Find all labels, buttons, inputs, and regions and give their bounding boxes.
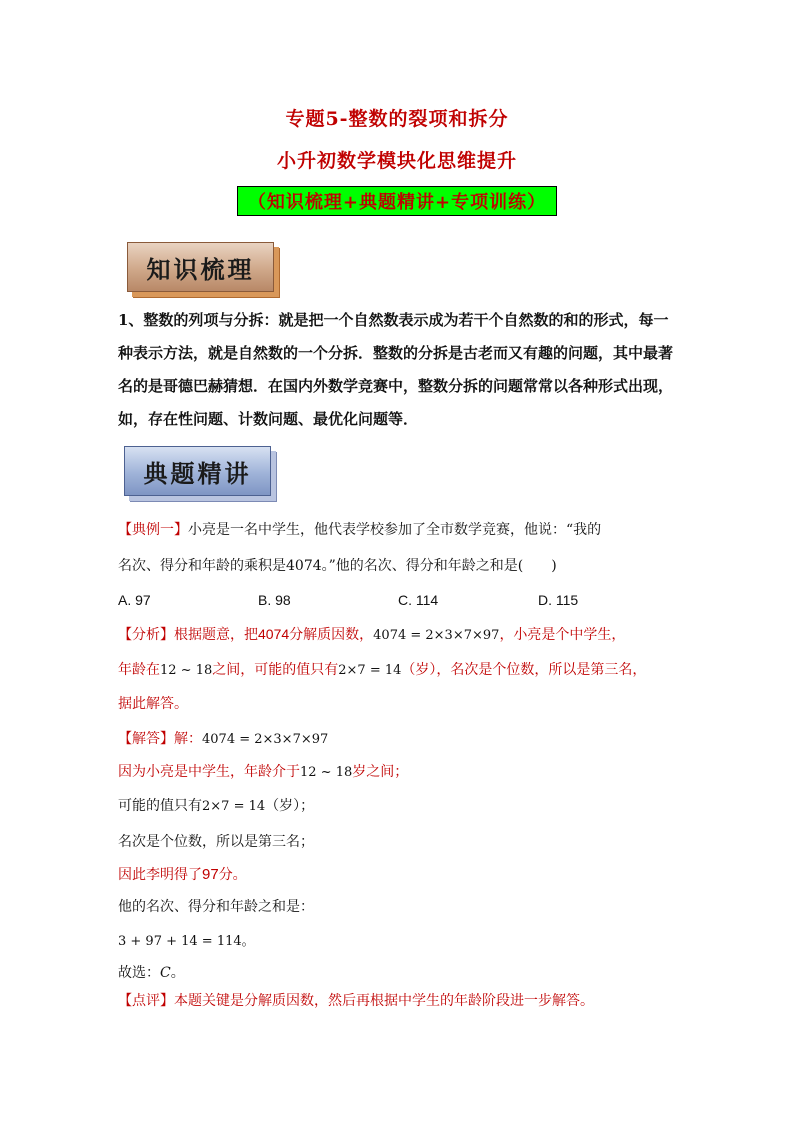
- example1-tag: 【典例一】: [118, 522, 188, 538]
- example1-options: [118, 592, 678, 608]
- analysis-line1: 【分析】根据题意，把4074分解质因数，4074 = 2×3×7×97，小亮是个中学生，: [118, 626, 626, 643]
- solution-line1: 【解答】解：4074 = 2×3×7×97: [118, 731, 329, 747]
- analysis-tag: 【分析】: [118, 627, 174, 643]
- solution-line2: 因为小亮是中学生，年龄介于12 ~ 18岁之间；: [118, 764, 409, 780]
- solution-line7: 3 + 97 + 14 = 114。: [118, 934, 255, 949]
- comment-tag: 【点评】: [118, 993, 174, 1009]
- option-d: D. 115: [538, 592, 579, 608]
- solution-line8: 故选：C。: [118, 965, 185, 981]
- analysis-line2: 年龄在12 ~ 18之间，可能的值只有2×7 = 14（岁），名次是个位数，所以是第三名，: [118, 662, 647, 678]
- solution-line6: 他的名次、得分和年龄之和是：: [118, 899, 314, 915]
- doc-subtitle: 小升初数学模块化思维提升: [276, 150, 517, 172]
- section-header-examples: 典题精讲: [124, 446, 271, 496]
- option-b: B. 98: [258, 592, 291, 608]
- option-a: A. 97: [118, 592, 151, 608]
- example1-question-line1: 【典例一】小亮是一名中学生，他代表学校参加了全市数学竞赛，他说：“我的: [118, 522, 602, 538]
- solution-tag: 【解答】: [118, 731, 174, 747]
- option-c: C. 114: [398, 592, 439, 608]
- knowledge-paragraph: 1、整数的列项与分拆：就是把一个自然数表示成为若干个自然数的和的形式，每一种表示方法，就是自然数的一个分拆．整数的分拆是古老而又有趣的问题，其中最著名的是哥德巴赫猜想．在国内外数学竞赛中，整数分拆的问题常常以各种形式出现，如，存在性问题、计数问题、最优化问题等．: [118, 311, 674, 428]
- solution-line5: 因此李明得了97分。: [118, 866, 247, 883]
- solution-line4: 名次是个位数，所以是第三名；: [118, 834, 314, 850]
- solution-line3: 可能的值只有2×7 = 14（岁）；: [118, 798, 315, 814]
- comment-line: 【点评】本题关键是分解质因数，然后再根据中学生的年龄阶段进一步解答。: [118, 993, 594, 1009]
- analysis-line3: 据此解答。: [118, 696, 188, 712]
- doc-title: 专题5-整数的裂项和拆分: [285, 108, 509, 130]
- example1-question-line2: 名次、得分和年龄的乘积是4074。”他的名次、得分和年龄之和是( ): [118, 558, 557, 574]
- doc-tagline: （知识梳理+典题精讲+专项训练）: [237, 186, 557, 216]
- section-header-knowledge: 知识梳理: [127, 242, 274, 292]
